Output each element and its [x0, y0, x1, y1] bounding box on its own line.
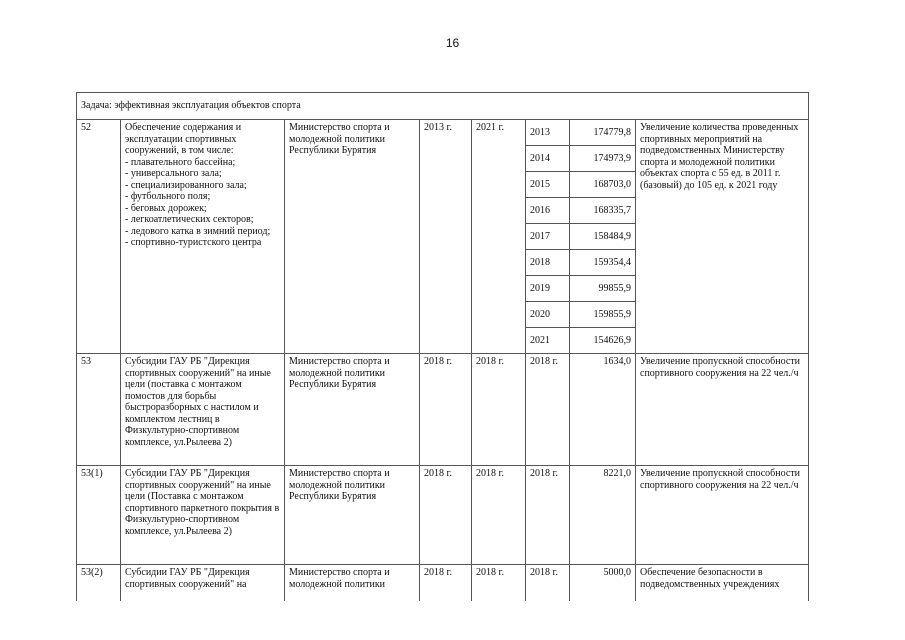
executor: Министерство спорта и молодежной политики Республики Бурятия: [285, 466, 420, 565]
measure-name: Обеспечение содержания и эксплуатации спортивных сооружений, в том числе: - плавательного бассейна; - универсального зала; - специализированного зала; - футбольного поля; - беговых дорожек; - легкоатлетических секторов; - ледового катка в зимний период; - спортивно-туристского центра: [121, 120, 285, 354]
finance-amount: 168703,0: [570, 172, 636, 198]
finance-amount: 159855,9: [570, 302, 636, 328]
finance-year: 2018 г.: [526, 466, 570, 565]
finance-amount: 154626,9: [570, 328, 636, 354]
finance-year: 2020: [526, 302, 570, 328]
measure-name: Субсидии ГАУ РБ "Дирекция спортивных сооружений" на: [121, 565, 285, 601]
executor: Министерство спорта и молодежной политики: [285, 565, 420, 601]
start-year: 2018 г.: [420, 466, 472, 565]
row-number: 52: [77, 120, 121, 354]
page-number: 16: [445, 36, 460, 50]
table-row: [77, 466, 809, 565]
finance-amount: 168335,7: [570, 198, 636, 224]
table-row: [77, 565, 809, 601]
table-row: [77, 120, 809, 146]
end-year: 2018 г.: [472, 354, 526, 466]
executor: Министерство спорта и молодежной политики Республики Бурятия: [285, 354, 420, 466]
finance-amount: 174973,9: [570, 146, 636, 172]
task-row: [77, 93, 809, 120]
finance-amount: 158484,9: [570, 224, 636, 250]
measure-name: Субсидии ГАУ РБ "Дирекция спортивных сооружений" на иные цели (Поставка с монтажом спортивного паркетного покрытия в Физкультурно-спортивном комплексе, ул.Рылеева 2): [121, 466, 285, 565]
finance-year: 2019: [526, 276, 570, 302]
finance-amount: 5000,0: [570, 565, 636, 601]
finance-amount: 99855,9: [570, 276, 636, 302]
finance-amount: 159354,4: [570, 250, 636, 276]
expected-result: Обеспечение безопасности в подведомственных учреждениях: [636, 565, 809, 601]
finance-year: 2017: [526, 224, 570, 250]
finance-amount: 174779,8: [570, 120, 636, 146]
finance-year: 2013: [526, 120, 570, 146]
finance-year: 2015: [526, 172, 570, 198]
start-year: 2013 г.: [420, 120, 472, 354]
end-year: 2018 г.: [472, 565, 526, 601]
measure-name: Субсидии ГАУ РБ "Дирекция спортивных сооружений" на иные цели (поставка с монтажом помостов для борьбы быстроразборных с настилом и комплектом лестниц в Физкультурно-спортивном комплексе, ул.Рылеева 2): [121, 354, 285, 466]
program-table: [76, 92, 809, 601]
finance-year: 2018 г.: [526, 565, 570, 601]
finance-year: 2016: [526, 198, 570, 224]
end-year: 2021 г.: [472, 120, 526, 354]
task-label: Задача: эффективная эксплуатация объектов спорта: [77, 93, 809, 120]
table-row: [77, 354, 809, 466]
finance-year: 2018: [526, 250, 570, 276]
start-year: 2018 г.: [420, 354, 472, 466]
finance-amount: 8221,0: [570, 466, 636, 565]
expected-result: Увеличение пропускной способности спортивного сооружения на 22 чел./ч: [636, 354, 809, 466]
expected-result: Увеличение пропускной способности спортивного сооружения на 22 чел./ч: [636, 466, 809, 565]
finance-amount: 1634,0: [570, 354, 636, 466]
end-year: 2018 г.: [472, 466, 526, 565]
start-year: 2018 г.: [420, 565, 472, 601]
row-number: 53(2): [77, 565, 121, 601]
row-number: 53: [77, 354, 121, 466]
finance-year: 2014: [526, 146, 570, 172]
finance-year: 2021: [526, 328, 570, 354]
row-number: 53(1): [77, 466, 121, 565]
executor: Министерство спорта и молодежной политики Республики Бурятия: [285, 120, 420, 354]
finance-year: 2018 г.: [526, 354, 570, 466]
expected-result: Увеличение количества проведенных спортивных мероприятий на подведомственных Министерству спорта и молодежной политики объектах спорта с 55 ед. в 2011 г. (базовый) до 105 ед. к 2021 году: [636, 120, 809, 354]
